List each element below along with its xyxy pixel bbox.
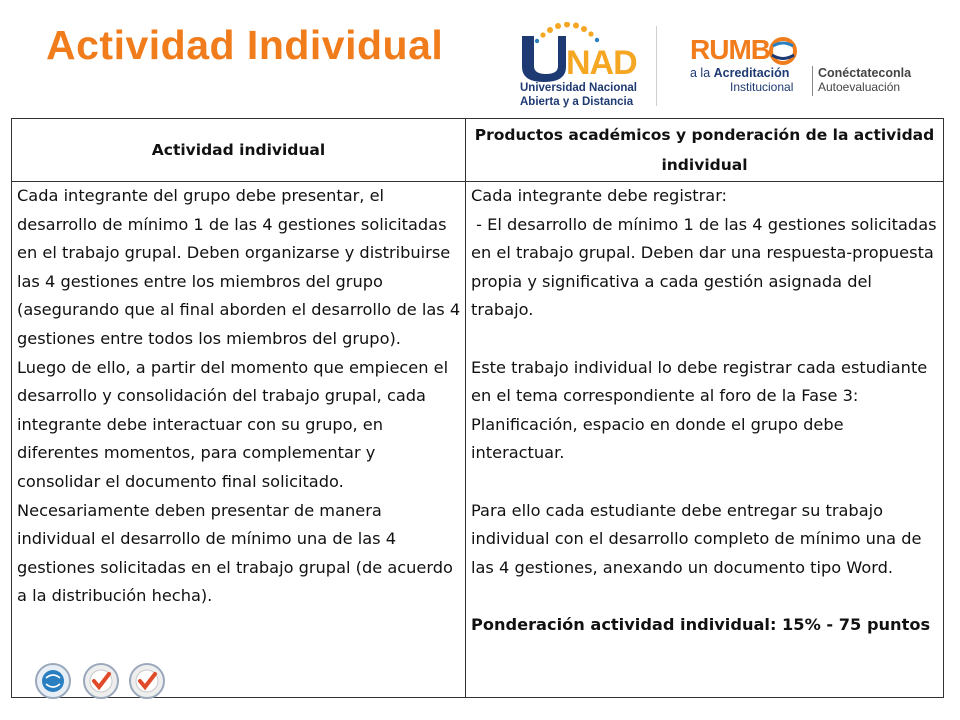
activity-table xyxy=(11,118,944,698)
rumbo-logo-word: RUMB xyxy=(690,34,770,65)
col2-item: - El desarrollo de mínimo 1 de las 4 gestiones solicitadas en el trabajo grupal. Deben dar una respuesta-propuesta propia y significativa a cada gestión asignada del trabajo. xyxy=(471,214,942,320)
rumbo-logo-line2: Institucional xyxy=(730,80,794,94)
col2-paragraph: Este trabajo individual lo debe registrar cada estudiante en el tema correspondiente al foro de la Fase 3: Planificación, espacio en donde el grupo debe interactuar. xyxy=(471,357,928,463)
slide-title: Actividad Individual xyxy=(46,22,444,68)
col2-weight: Ponderación actividad individual: 15% - 75 puntos xyxy=(471,614,931,634)
rumbo-logo-divider xyxy=(812,66,813,96)
rumbo-logo-line1: a la Acreditación xyxy=(690,66,790,80)
check-badge-icon[interactable] xyxy=(128,662,166,700)
logo-divider xyxy=(656,26,657,106)
svg-text:NAD: NAD xyxy=(566,44,637,82)
col1-cell xyxy=(12,182,466,698)
table-row xyxy=(12,182,944,698)
globe-icon[interactable] xyxy=(34,662,72,700)
rumbo-globe-icon xyxy=(768,36,798,66)
col2-paragraph: Para ello cada estudiante debe entregar su trabajo individual con el desarrollo completo de mínimo una de las 4 gestiones, anexando un documento tipo Word. xyxy=(471,500,922,577)
col1-paragraph: Necesariamente deben presentar de manera individual el desarrollo de mínimo una de las 4 gestiones solicitadas en el trabajo grupal (de acuerdo a la distribución hecha). xyxy=(17,500,453,606)
col2-intro: Cada integrante debe registrar: xyxy=(471,186,728,205)
unad-logo-line2: Abierta y a Distancia xyxy=(520,96,634,108)
unad-logo-line1: Universidad Nacional xyxy=(520,82,637,94)
rumbo-logo-right-line2: Autoevaluación xyxy=(818,80,901,94)
col2-header: Productos académicos y ponderación de la actividad individual xyxy=(466,119,944,182)
rumbo-logo xyxy=(690,34,930,104)
col2-cell xyxy=(466,182,944,698)
col1-paragraph: Cada integrante del grupo debe presentar, el desarrollo de mínimo 1 de las 4 gestiones solicitadas en el trabajo grupal. Deben organizarse y distribuirse las 4 gestiones entre los miembros del grupo (asegurando que al final aborden el desarrollo de las 4 gestiones entre todos los miembros del grupo). xyxy=(17,186,461,348)
col1-paragraph: Luego de ello, a partir del momento que empiecen el desarrollo y consolidación del trabajo grupal, cada integrante debe interactuar con su grupo, en diferentes momentos, para complementar y consolidar el documento final solicitado. xyxy=(17,357,449,491)
table-header-row xyxy=(12,119,944,182)
footer-icons xyxy=(34,662,174,720)
unad-logo-mark xyxy=(516,22,646,84)
rumbo-logo-right-line1: Conéctateconla xyxy=(818,66,912,80)
check-badge-icon[interactable] xyxy=(82,662,120,700)
col1-header: Actividad individual xyxy=(12,119,466,182)
unad-logo xyxy=(516,14,646,106)
